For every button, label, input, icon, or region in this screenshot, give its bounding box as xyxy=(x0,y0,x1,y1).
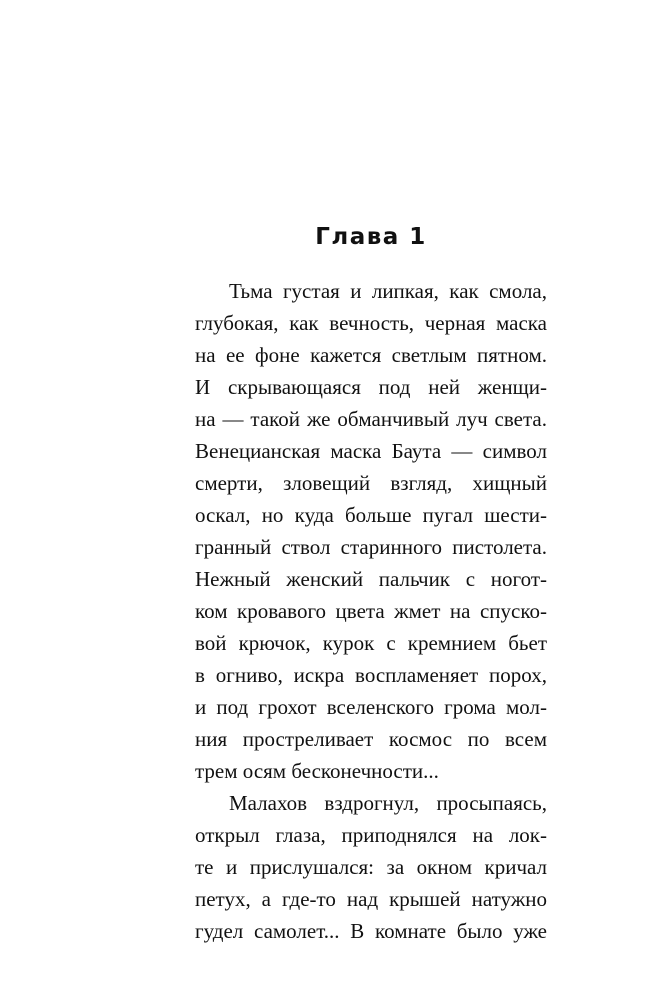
text-line: вой крючок, курок с кремнием бьет xyxy=(195,631,547,655)
text-line: на — такой же обманчивый луч света. xyxy=(195,407,547,431)
text-line: Нежный женский пальчик с ногот- xyxy=(195,567,547,591)
text-line: ком кровавого цвета жмет на спуско- xyxy=(195,599,547,623)
paragraph-2 xyxy=(195,787,547,947)
text-line: трем осям бесконечности... xyxy=(195,759,439,783)
text-line: открыл глаза, приподнялся на лок- xyxy=(195,823,547,847)
text-line: глубокая, как вечность, черная маска xyxy=(195,311,547,335)
text-line: Венецианская маска Баута — символ xyxy=(195,439,547,463)
text-line: петух, а где-то над крышей натужно xyxy=(195,887,547,911)
text-line: гудел самолет... В комнате было уже xyxy=(195,919,547,943)
text-line: гранный ствол старинного пистолета. xyxy=(195,535,547,559)
text-line: в огниво, искра воспламеняет порох, xyxy=(195,663,547,687)
body-text xyxy=(195,275,547,947)
text-line: те и прислушался: за окном кричал xyxy=(195,855,547,879)
text-line: И скрывающаяся под ней женщи- xyxy=(195,375,547,399)
paragraph-1 xyxy=(195,275,547,787)
text-line: на ее фоне кажется светлым пятном. xyxy=(195,343,547,367)
text-line: смерти, зловещий взгляд, хищный xyxy=(195,471,547,495)
text-line: ния простреливает космос по всем xyxy=(195,727,547,751)
chapter-title: Глава 1 xyxy=(315,224,427,250)
text-line: оскал, но куда больше пугал шести- xyxy=(195,503,547,527)
text-line: Тьма густая и липкая, как смола, xyxy=(229,279,547,303)
text-line: Малахов вздрогнул, просыпаясь, xyxy=(229,791,547,815)
text-line: и под грохот вселенского грома мол- xyxy=(195,695,547,719)
